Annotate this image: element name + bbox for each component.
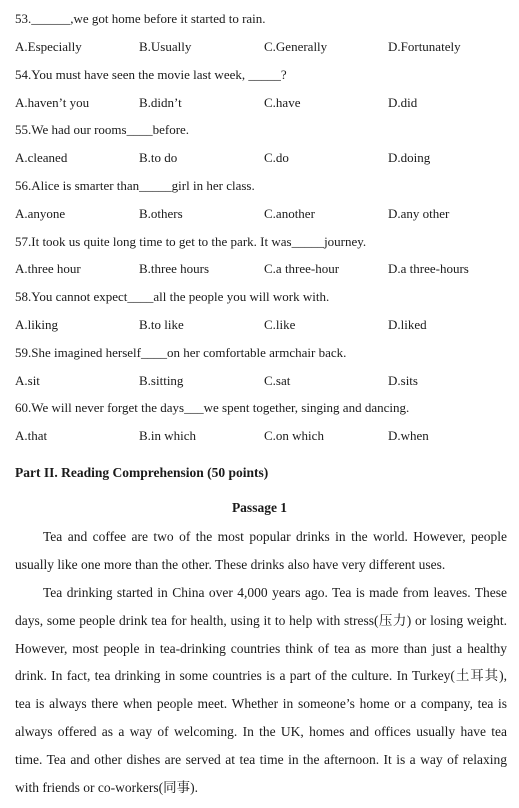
option-d: D.any other (388, 206, 450, 221)
question-60-stem: 60.We will never forget the days___we spent together, singing and dancing. (15, 400, 410, 415)
question-53-options (15, 39, 505, 55)
option-b: B.didn’t (139, 95, 182, 110)
question-59-options (15, 373, 505, 389)
passage-paragraph: Tea drinking started in China over 4,000 years ago. Tea is made from leaves. These days, some people drink tea for health, using it to help with stress(压力) or losing weight. However, most people in tea-drinking countries think of tea as more than just a healthy drink. In fact, tea drinking in some countries is a part of the culture. In Turkey(土耳其), tea is always there when people meet. Whether in someone’s home or a company, tea is always offered as a way of welcoming. In the UK, homes and offices usually have tea time. Tea and other dishes are served at tea time in the afternoon. It is a way of relaxing with friends or co-workers(同事). (15, 585, 507, 795)
option-d: D.doing (388, 150, 431, 165)
question-60-options (15, 428, 505, 444)
option-b: B.Usually (139, 39, 192, 54)
part-heading: Part II. Reading Comprehension (50 points) (15, 465, 269, 480)
option-d: D.sits (388, 373, 418, 388)
option-a: A.that (15, 428, 48, 443)
option-c: C.do (264, 150, 289, 165)
option-d: D.liked (388, 317, 427, 332)
question-56-options (15, 206, 505, 222)
option-c: C.have (264, 95, 301, 110)
option-b: B.in which (139, 428, 197, 443)
question-54-stem: 54.You must have seen the movie last week, _____? (15, 67, 287, 82)
question-57-options (15, 261, 505, 277)
question-55-stem: 55.We had our rooms____before. (15, 122, 190, 137)
option-c: C.Generally (264, 39, 328, 54)
option-a: A.anyone (15, 206, 66, 221)
option-c: C.sat (264, 373, 291, 388)
option-a: A.sit (15, 373, 40, 388)
option-d: D.a three-hours (388, 261, 469, 276)
option-a: A.haven’t you (15, 95, 90, 110)
question-59-stem: 59.She imagined herself____on her comfortable armchair back. (15, 345, 347, 360)
question-56-stem: 56.Alice is smarter than_____girl in her class. (15, 178, 255, 193)
option-a: A.liking (15, 317, 58, 332)
option-a: A.Especially (15, 39, 82, 54)
option-a: A.cleaned (15, 150, 68, 165)
option-b: B.others (139, 206, 183, 221)
option-c: C.another (264, 206, 315, 221)
question-53-stem: 53.______,we got home before it started to rain. (15, 11, 266, 26)
option-b: B.sitting (139, 373, 184, 388)
passage-paragraph: Tea and coffee are two of the most popular drinks in the world. However, people usually like one more than the other. These drinks also have very different uses. (15, 529, 507, 572)
question-58-stem: 58.You cannot expect____all the people you will work with. (15, 289, 330, 304)
option-a: A.three hour (15, 261, 81, 276)
option-b: B.to do (139, 150, 178, 165)
question-55-options (15, 150, 505, 166)
passage-title: Passage 1 (231, 500, 288, 515)
question-57-stem: 57.It took us quite long time to get to the park. It was_____journey. (15, 234, 367, 249)
option-b: B.three hours (139, 261, 210, 276)
question-58-options (15, 317, 505, 333)
option-c: C.a three-hour (264, 261, 340, 276)
option-c: C.on which (264, 428, 324, 443)
option-c: C.like (264, 317, 296, 332)
option-d: D.Fortunately (388, 39, 461, 54)
question-54-options (15, 95, 505, 111)
option-d: D.did (388, 95, 418, 110)
option-b: B.to like (139, 317, 184, 332)
option-d: D.when (388, 428, 429, 443)
